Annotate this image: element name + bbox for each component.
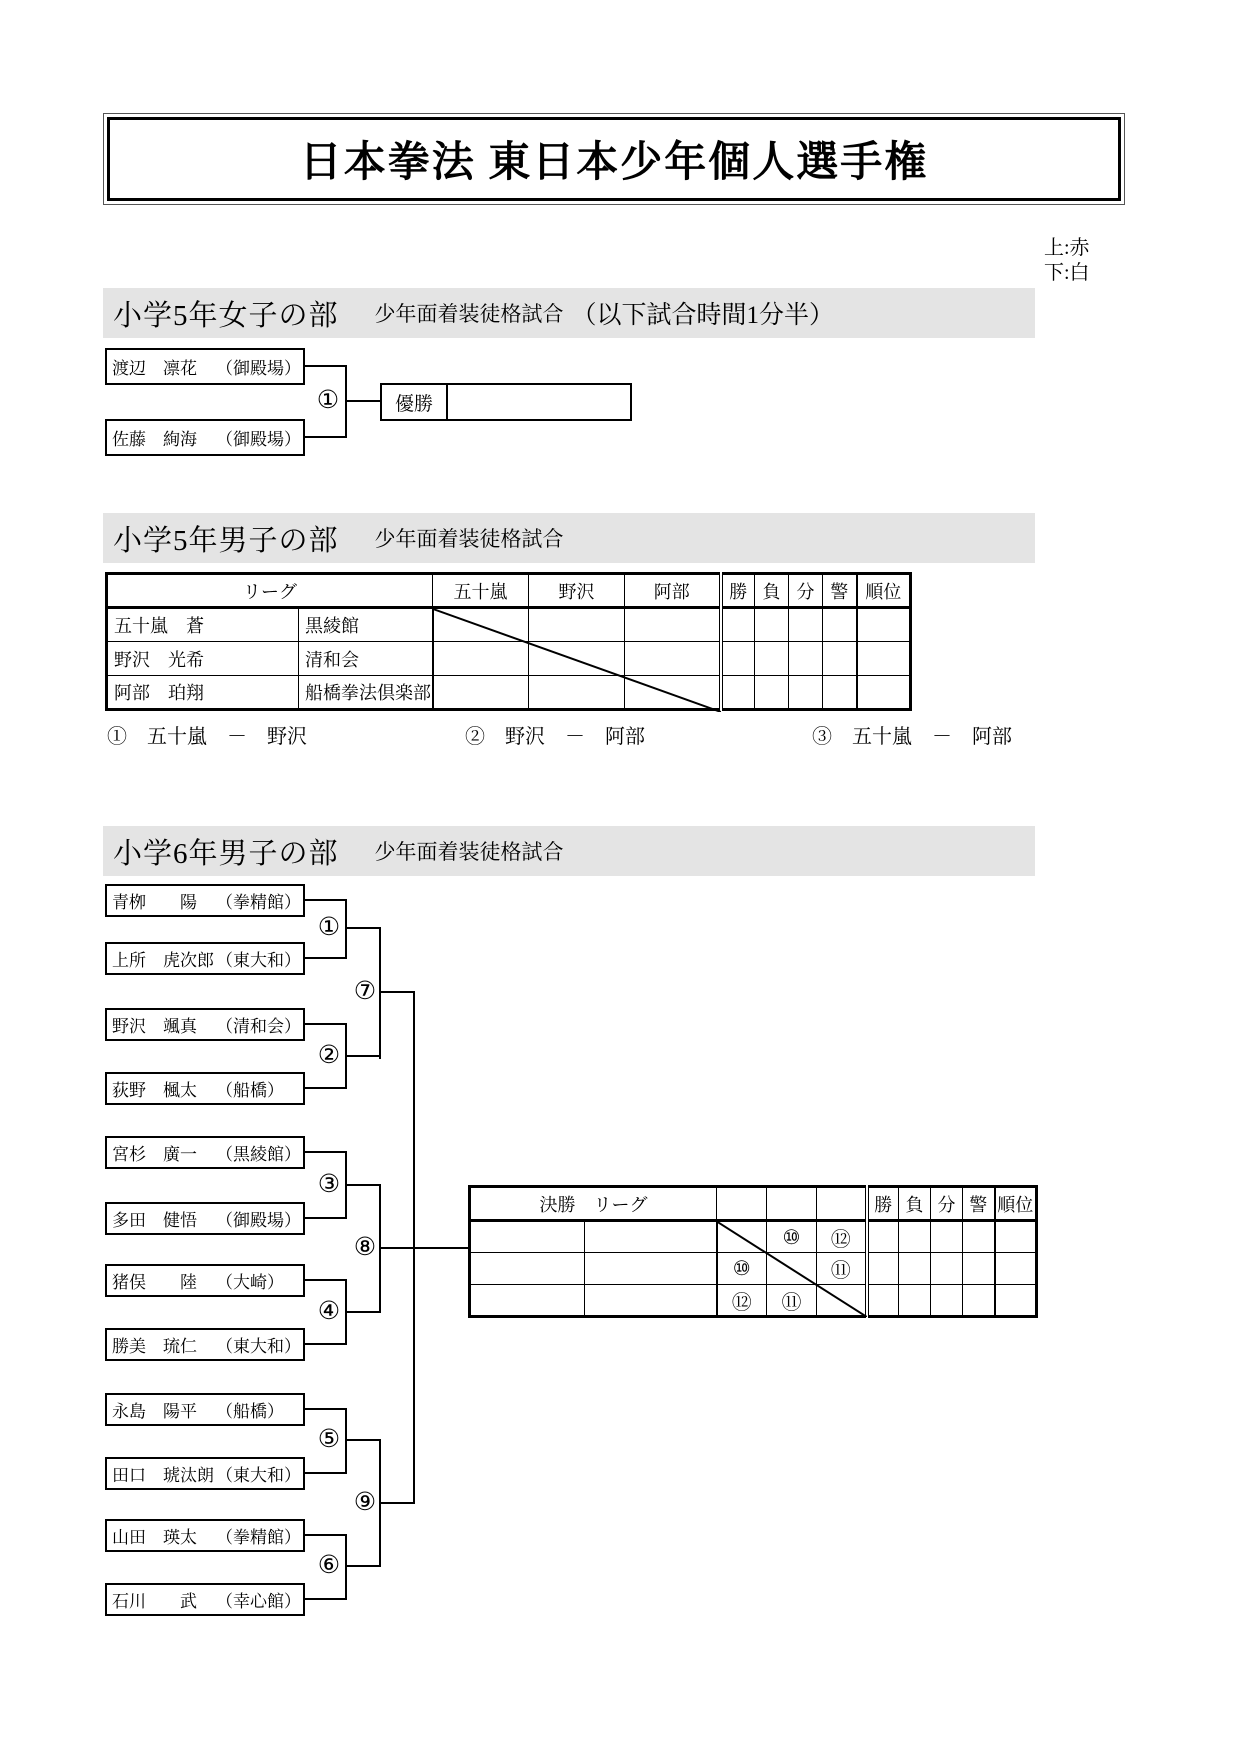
player-box bbox=[105, 1136, 305, 1169]
warn-cell bbox=[823, 676, 857, 710]
draw-cell bbox=[931, 1285, 963, 1317]
player-club: （船橋） bbox=[216, 1402, 284, 1421]
section3-header bbox=[103, 826, 1035, 876]
player-club: （黒綾館） bbox=[216, 1145, 301, 1164]
finalist-club bbox=[585, 1285, 717, 1317]
match-number: ⑤ bbox=[317, 1426, 341, 1453]
final-league-diagonal bbox=[716, 1221, 867, 1317]
title-box bbox=[103, 113, 1125, 205]
opponent-header bbox=[717, 1187, 767, 1221]
player-name: 渡辺 凛花 bbox=[112, 359, 197, 378]
draw-cell bbox=[789, 608, 823, 642]
rank-cell bbox=[857, 608, 911, 642]
section2-header bbox=[103, 513, 1035, 563]
match-ref-cell: ⑩ bbox=[717, 1253, 767, 1285]
winner-box bbox=[380, 383, 632, 421]
result-header-draw: 分 bbox=[931, 1187, 963, 1221]
finalist-name bbox=[470, 1221, 585, 1253]
rank-cell bbox=[857, 642, 911, 676]
rank-cell bbox=[995, 1285, 1037, 1317]
match-number: ① bbox=[317, 914, 341, 941]
player-name: 上所 虎次郎 bbox=[112, 951, 214, 970]
lose-cell bbox=[899, 1285, 931, 1317]
player-box bbox=[105, 884, 305, 917]
player-club: （大崎） bbox=[216, 1273, 284, 1292]
legend-bottom-white: 下:白 bbox=[1044, 262, 1090, 284]
section2-subtitle: 少年面着装徒格試合 bbox=[374, 527, 564, 551]
player-box bbox=[105, 1202, 305, 1235]
result-header-draw: 分 bbox=[789, 574, 823, 608]
league-diagonal bbox=[433, 609, 721, 712]
entrant-name: 五十嵐 蒼 bbox=[107, 608, 299, 642]
player-name: 永島 陽平 bbox=[112, 1402, 197, 1421]
player-name: 石川 武 bbox=[112, 1592, 197, 1611]
player-club: （清和会） bbox=[216, 1017, 301, 1036]
bracket-line bbox=[413, 991, 415, 1504]
match-number: ⑥ bbox=[317, 1552, 341, 1579]
player-club: （御殿場） bbox=[216, 1211, 301, 1230]
section1-header bbox=[103, 288, 1035, 338]
lose-cell bbox=[755, 642, 789, 676]
bracket-line bbox=[345, 1055, 381, 1057]
player-club: （東大和） bbox=[216, 1466, 301, 1485]
player-box bbox=[105, 1583, 305, 1616]
result-header-win: 勝 bbox=[721, 574, 755, 608]
bracket-line bbox=[345, 1408, 347, 1474]
bracket-line bbox=[303, 1343, 347, 1345]
match-number: ⑧ bbox=[353, 1234, 377, 1261]
player-box bbox=[105, 419, 305, 456]
finalist-club bbox=[585, 1221, 717, 1253]
bracket-line bbox=[345, 899, 347, 959]
opponent-header bbox=[767, 1187, 817, 1221]
winner-label: 優勝 bbox=[382, 385, 448, 419]
lose-cell bbox=[899, 1221, 931, 1253]
result-header-lose: 負 bbox=[755, 574, 789, 608]
opponent-header: 野沢 bbox=[529, 574, 625, 608]
bracket-line bbox=[303, 436, 347, 438]
legend-top-red: 上:赤 bbox=[1044, 237, 1090, 259]
win-cell bbox=[721, 676, 755, 710]
bracket-line bbox=[345, 1439, 381, 1441]
win-cell bbox=[721, 642, 755, 676]
warn-cell bbox=[963, 1285, 995, 1317]
entrant-club: 清和会 bbox=[299, 642, 433, 676]
match-ref-cell: ⑪ bbox=[767, 1285, 817, 1317]
rank-cell bbox=[995, 1253, 1037, 1285]
opponent-header: 阿部 bbox=[625, 574, 721, 608]
player-box bbox=[105, 1072, 305, 1105]
match-number: ② bbox=[317, 1042, 341, 1069]
color-legend bbox=[1044, 236, 1090, 286]
win-cell bbox=[721, 608, 755, 642]
opponent-header: 五十嵐 bbox=[433, 574, 529, 608]
finalist-club bbox=[585, 1253, 717, 1285]
warn-cell bbox=[963, 1253, 995, 1285]
bracket-line bbox=[379, 991, 415, 993]
player-name: 猪俣 陸 bbox=[112, 1273, 197, 1292]
final-league-corner-label: 決勝 リーグ bbox=[470, 1187, 717, 1221]
bracket-line bbox=[303, 1598, 347, 1600]
player-club: （御殿場） bbox=[216, 430, 301, 449]
section3-title: 小学6年男子の部 bbox=[113, 837, 339, 870]
player-club: （東大和） bbox=[216, 1337, 301, 1356]
player-club: （拳精館） bbox=[216, 1528, 301, 1547]
section3-subtitle: 少年面着装徒格試合 bbox=[374, 840, 564, 864]
warn-cell bbox=[963, 1221, 995, 1253]
result-header-warn: 警 bbox=[823, 574, 857, 608]
draw-cell bbox=[931, 1221, 963, 1253]
match-ref-cell: ⑪ bbox=[817, 1253, 867, 1285]
entrant-name: 野沢 光希 bbox=[107, 642, 299, 676]
player-name: 青栁 陽 bbox=[112, 893, 197, 912]
player-club: （拳精館） bbox=[216, 893, 301, 912]
player-box bbox=[105, 1393, 305, 1426]
bracket-line bbox=[303, 1279, 347, 1281]
match-listing: ① 五十嵐 － 野沢 bbox=[107, 726, 307, 748]
winner-value-cell bbox=[448, 385, 630, 419]
player-name: 宮杉 廣一 bbox=[112, 1145, 197, 1164]
player-name: 田口 琥汰朗 bbox=[112, 1466, 214, 1485]
player-name: 多田 健悟 bbox=[112, 1211, 197, 1230]
bracket-line bbox=[303, 1217, 347, 1219]
bracket-line bbox=[303, 1472, 347, 1474]
player-box bbox=[105, 348, 305, 385]
result-header-warn: 警 bbox=[963, 1187, 995, 1221]
bracket-line bbox=[303, 1151, 347, 1153]
bracket-line bbox=[345, 1534, 347, 1600]
match-number: ⑦ bbox=[353, 978, 377, 1005]
match-ref-cell: ⑩ bbox=[767, 1221, 817, 1253]
finalist-name bbox=[470, 1285, 585, 1317]
entrant-club: 船橋拳法倶楽部 bbox=[299, 676, 433, 710]
player-name: 野沢 颯真 bbox=[112, 1017, 197, 1036]
draw-cell bbox=[789, 642, 823, 676]
finalist-name bbox=[470, 1253, 585, 1285]
draw-cell bbox=[789, 676, 823, 710]
entrant-name: 阿部 珀翔 bbox=[107, 676, 299, 710]
match-number: ⑨ bbox=[353, 1489, 377, 1516]
win-cell bbox=[867, 1221, 899, 1253]
bracket-line bbox=[345, 927, 381, 929]
lose-cell bbox=[755, 608, 789, 642]
win-cell bbox=[867, 1253, 899, 1285]
player-box bbox=[105, 1457, 305, 1490]
result-header-win: 勝 bbox=[867, 1187, 899, 1221]
bracket-line bbox=[303, 1023, 347, 1025]
result-header-rank: 順位 bbox=[995, 1187, 1037, 1221]
bracket-line bbox=[303, 1408, 347, 1410]
match-ref-cell: ⑫ bbox=[817, 1221, 867, 1253]
page-title: 日本拳法 東日本少年個人選手権 bbox=[299, 140, 929, 186]
player-box bbox=[105, 1264, 305, 1297]
player-club: （御殿場） bbox=[216, 359, 301, 378]
player-club: （船橋） bbox=[216, 1081, 284, 1100]
title-inner-frame bbox=[107, 117, 1121, 201]
rank-cell bbox=[857, 676, 911, 710]
section1-subtitle: 少年面着装徒格試合 bbox=[374, 302, 564, 326]
bracket-line bbox=[303, 365, 347, 367]
player-club: （東大和） bbox=[216, 951, 301, 970]
bracket-line bbox=[303, 1534, 347, 1536]
bracket-line bbox=[303, 1087, 347, 1089]
player-name: 山田 瑛太 bbox=[112, 1528, 197, 1547]
player-name: 勝美 琉仁 bbox=[112, 1337, 197, 1356]
bracket-line bbox=[379, 927, 381, 1059]
player-name: 荻野 楓太 bbox=[112, 1081, 197, 1100]
player-name: 佐藤 絢海 bbox=[112, 430, 197, 449]
lose-cell bbox=[899, 1253, 931, 1285]
result-header-lose: 負 bbox=[899, 1187, 931, 1221]
match-ref-cell: ⑫ bbox=[717, 1285, 767, 1317]
warn-cell bbox=[823, 642, 857, 676]
opponent-header bbox=[817, 1187, 867, 1221]
match-number: ① bbox=[316, 387, 340, 414]
section1-time-note: （以下試合時間1分半） bbox=[571, 302, 835, 329]
player-box bbox=[105, 1008, 305, 1041]
rank-cell bbox=[995, 1221, 1037, 1253]
lose-cell bbox=[755, 676, 789, 710]
bracket-line bbox=[379, 1502, 415, 1504]
result-header-rank: 順位 bbox=[857, 574, 911, 608]
match-listing: ② 野沢 － 阿部 bbox=[465, 726, 645, 748]
player-box bbox=[105, 1519, 305, 1552]
bracket-line bbox=[303, 957, 347, 959]
player-box bbox=[105, 1328, 305, 1361]
section1-title: 小学5年女子の部 bbox=[113, 299, 339, 332]
bracket-line bbox=[379, 1247, 470, 1249]
bracket-line bbox=[345, 400, 382, 402]
bracket-line bbox=[345, 1565, 381, 1567]
league-corner-label: リーグ bbox=[107, 574, 433, 608]
match-number: ④ bbox=[317, 1298, 341, 1325]
bracket-line bbox=[345, 1311, 381, 1313]
entrant-club: 黒綾館 bbox=[299, 608, 433, 642]
player-box bbox=[105, 942, 305, 975]
win-cell bbox=[867, 1285, 899, 1317]
bracket-line bbox=[303, 899, 347, 901]
bracket-line bbox=[345, 1184, 381, 1186]
warn-cell bbox=[823, 608, 857, 642]
player-club: （幸心館） bbox=[216, 1592, 301, 1611]
section2-title: 小学5年男子の部 bbox=[113, 524, 339, 557]
draw-cell bbox=[931, 1253, 963, 1285]
match-listing: ③ 五十嵐 － 阿部 bbox=[812, 726, 1012, 748]
match-number: ③ bbox=[317, 1171, 341, 1198]
